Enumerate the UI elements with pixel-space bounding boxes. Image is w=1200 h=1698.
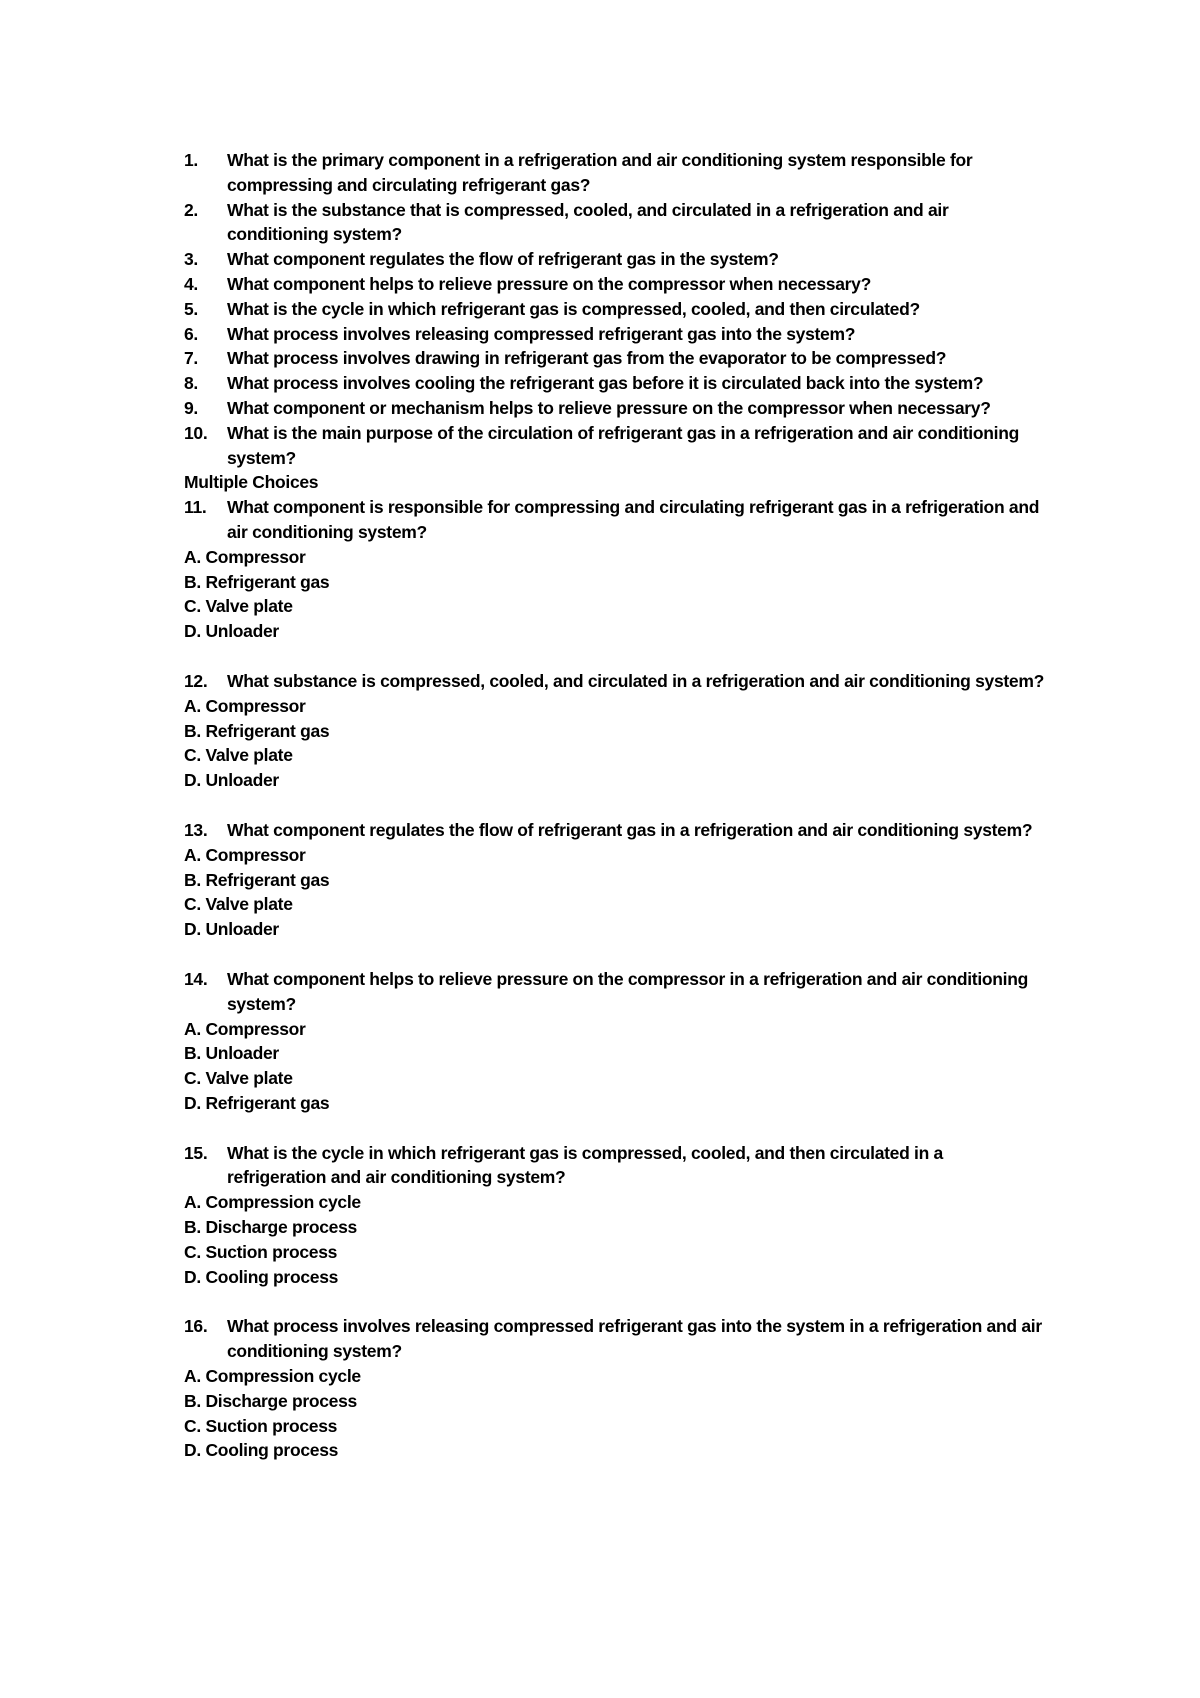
question-text: What component regulates the flow of refrigerant gas in the system? — [227, 249, 779, 270]
question-number: 11. — [184, 497, 207, 518]
multiple-choices-heading: Multiple Choices — [184, 472, 319, 493]
answer-option: B. Unloader — [184, 1043, 279, 1064]
question-text: What component is responsible for compressing and circulating refrigerant gas in a refrigeration and air conditioning system? — [227, 497, 1040, 542]
answer-option: B. Refrigerant gas — [184, 571, 330, 592]
answer-option: C. Suction process — [184, 1415, 338, 1436]
question-text: What component or mechanism helps to relieve pressure on the compressor when necessary? — [227, 397, 991, 418]
answer-option: B. Discharge process — [184, 1217, 357, 1238]
question-number: 8. — [184, 373, 198, 394]
answer-option: D. Unloader — [184, 621, 279, 642]
question-text: What component helps to relieve pressure on the compressor when necessary? — [227, 273, 871, 294]
question-number: 5. — [184, 298, 198, 319]
question-text: What is the substance that is compressed, cooled, and circulated in a refrigeration and air conditioning system? — [227, 199, 949, 245]
answer-option: A. Compressor — [184, 546, 306, 567]
answer-option: A. Compressor — [184, 1018, 306, 1039]
answer-option: D. Cooling process — [184, 1440, 339, 1461]
question-text: What process involves drawing in refrigerant gas from the evaporator to be compressed? — [227, 348, 947, 369]
mc-question — [184, 818, 1044, 843]
question-item — [184, 346, 1044, 371]
question-text: What component helps to relieve pressure on the compressor in a refrigeration and air conditioning system? — [227, 968, 1029, 1014]
answer-option: C. Suction process — [184, 1241, 338, 1262]
answer-option: C. Valve plate — [184, 596, 293, 617]
mc-question-block — [184, 818, 1044, 942]
question-number: 9. — [184, 397, 198, 418]
answer-option: A. Compression cycle — [184, 1366, 361, 1387]
question-number: 14. — [184, 968, 208, 989]
question-item — [184, 322, 1044, 347]
answer-option: D. Cooling process — [184, 1266, 339, 1287]
mc-question — [184, 495, 1044, 545]
mc-question-block — [184, 967, 1044, 1116]
answer-option: B. Discharge process — [184, 1390, 357, 1411]
question-text: What process involves releasing compressed refrigerant gas into the system? — [227, 323, 856, 344]
question-number: 7. — [184, 348, 198, 369]
question-item — [184, 297, 1044, 322]
question-number: 16. — [184, 1316, 208, 1337]
question-number: 10. — [184, 422, 208, 443]
question-number: 2. — [184, 199, 198, 220]
question-item — [184, 198, 1044, 248]
mc-question — [184, 669, 1044, 694]
mc-question-block — [184, 495, 1044, 644]
answer-option: D. Unloader — [184, 919, 279, 940]
question-number: 12. — [184, 670, 208, 691]
answer-option: C. Valve plate — [184, 745, 293, 766]
answer-option: C. Valve plate — [184, 894, 293, 915]
question-text: What is the primary component in a refrigeration and air conditioning system responsible for compressing and circulating refrigerant gas? — [227, 150, 973, 195]
question-text: What process involves releasing compressed refrigerant gas into the system in a refrigeration and air conditioning system? — [227, 1316, 1042, 1362]
question-text: What process involves cooling the refrigerant gas before it is circulated back into the system? — [227, 373, 984, 394]
answer-option: D. Refrigerant gas — [184, 1092, 330, 1113]
question-item — [184, 396, 1044, 421]
question-item — [184, 421, 1044, 471]
mc-question-block — [184, 1141, 1044, 1290]
question-text: What substance is compressed, cooled, and circulated in a refrigeration and air conditioning system? — [227, 670, 1044, 691]
question-number: 4. — [184, 273, 198, 294]
answer-option: C. Valve plate — [184, 1068, 293, 1089]
question-item — [184, 272, 1044, 297]
question-text: What is the main purpose of the circulation of refrigerant gas in a refrigeration and air conditioning system? — [227, 422, 1019, 468]
question-number: 6. — [184, 323, 198, 344]
mc-question — [184, 967, 1044, 1017]
answer-option: B. Refrigerant gas — [184, 869, 330, 890]
question-number: 15. — [184, 1142, 208, 1163]
mc-question — [184, 1141, 1044, 1191]
mc-question — [184, 1314, 1044, 1364]
answer-option: A. Compression cycle — [184, 1192, 361, 1213]
question-text: What component regulates the flow of refrigerant gas in a refrigeration and air conditioning system? — [227, 819, 1033, 840]
question-item — [184, 371, 1044, 396]
question-number: 13. — [184, 819, 208, 840]
document-content — [184, 148, 1044, 1488]
question-number: 3. — [184, 249, 198, 270]
question-number: 1. — [184, 150, 198, 170]
answer-option: B. Refrigerant gas — [184, 720, 330, 741]
question-item — [184, 148, 1044, 198]
answer-option: A. Compressor — [184, 695, 306, 716]
answer-option: D. Unloader — [184, 770, 279, 791]
question-text: What is the cycle in which refrigerant gas is compressed, cooled, and then circulated? — [227, 298, 920, 319]
question-item — [184, 247, 1044, 272]
question-text: What is the cycle in which refrigerant gas is compressed, cooled, and then circulated in a refrigeration and air conditioning system? — [227, 1142, 943, 1188]
mc-question-block — [184, 1314, 1044, 1463]
mc-question-block — [184, 669, 1044, 793]
answer-option: A. Compressor — [184, 844, 306, 865]
